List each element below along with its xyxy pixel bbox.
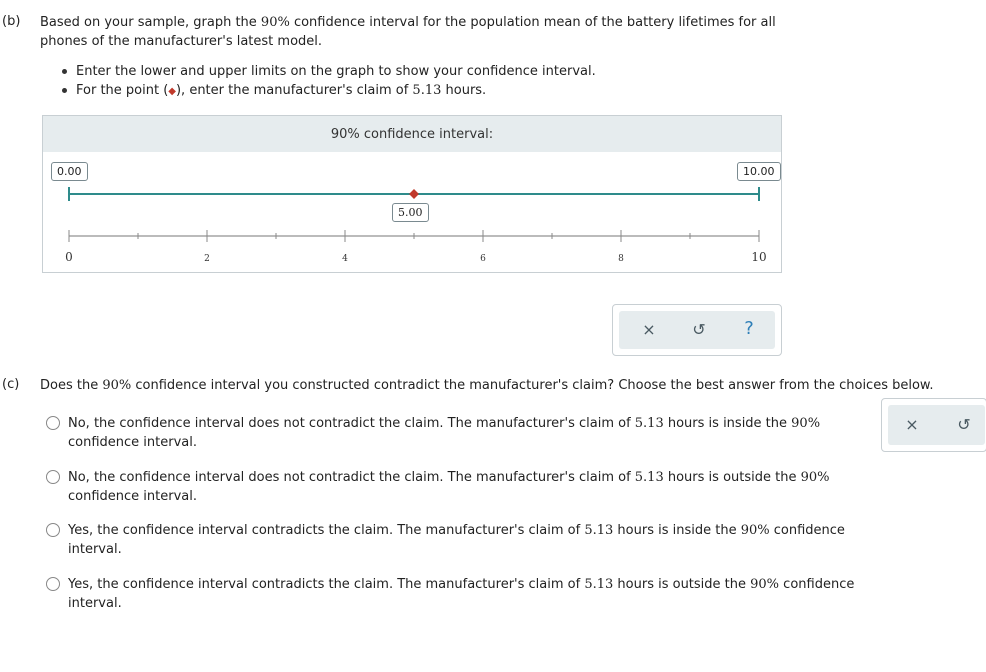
choice-option-1[interactable]: No, the confidence interval does not contradict the claim. The manufacturer's claim of 5.13 hours is inside the 90% confidence interval.: [46, 414, 866, 452]
axis-tick-label: 0: [65, 250, 73, 264]
axis-tick-label: 2: [204, 254, 210, 264]
part-b-prompt-line1: Based on your sample, graph the 90% confidence interval for the population mean of the battery lifetimes for all: [40, 15, 776, 30]
radio-button[interactable]: [46, 577, 60, 591]
axis-tick-label: 4: [342, 254, 348, 264]
choice-tools-panel: [881, 398, 986, 452]
lower-limit-input[interactable]: 0.00: [51, 162, 88, 181]
choice-option-2[interactable]: No, the confidence interval does not contradict the claim. The manufacturer's claim of 5.13 hours is outside the 90% confidence interval.: [46, 468, 866, 506]
clear-icon[interactable]: ×: [905, 415, 919, 434]
undo-icon[interactable]: ↺: [957, 415, 971, 434]
part-b-prompt: [40, 13, 800, 51]
choice-option-3[interactable]: Yes, the confidence interval contradicts the claim. The manufacturer's claim of 5.13 hours is inside the 90% confidence interval.: [46, 521, 886, 559]
graph-tools-inner: [619, 311, 775, 349]
axis-tick-label: 10: [751, 250, 767, 264]
graph-tools-panel: [612, 304, 782, 356]
part-c-prompt: Does the 90% confidence interval you constructed contradict the manufacturer's claim? Choose the best answer from the choices below.: [40, 378, 934, 393]
upper-limit-input[interactable]: 10.00: [737, 162, 781, 181]
part-b-prompt-line2: phones of the manufacturer's latest model.: [40, 34, 323, 49]
instruction-list: [58, 62, 596, 101]
radio-button[interactable]: [46, 470, 60, 484]
claim-point-marker[interactable]: [409, 189, 419, 199]
axis-tick-label: 8: [618, 254, 624, 264]
radio-button[interactable]: [46, 523, 60, 537]
instruction-item: For the point (◆), enter the manufacturer's claim of 5.13 hours.: [58, 81, 596, 101]
instruction-item: Enter the lower and upper limits on the graph to show your confidence interval.: [58, 62, 596, 81]
claim-point-input[interactable]: 5.00: [392, 203, 429, 222]
part-c-label: (c): [2, 377, 20, 392]
choice-tools-inner: [888, 405, 985, 445]
red-diamond-icon: ◆: [168, 86, 176, 97]
part-b-label: (b): [2, 14, 21, 29]
choice-option-4[interactable]: Yes, the confidence interval contradicts the claim. The manufacturer's claim of 5.13 hours is outside the 90% confidence interval.: [46, 575, 896, 613]
axis-tick-label: 6: [480, 254, 486, 264]
radio-button[interactable]: [46, 416, 60, 430]
graph-title: 90% confidence interval:: [43, 116, 781, 152]
confidence-interval-graph: [42, 115, 782, 273]
undo-icon[interactable]: ↺: [692, 320, 706, 339]
help-icon[interactable]: ?: [744, 318, 754, 339]
clear-icon[interactable]: ×: [642, 320, 656, 339]
axis-ticks: [65, 230, 766, 264]
